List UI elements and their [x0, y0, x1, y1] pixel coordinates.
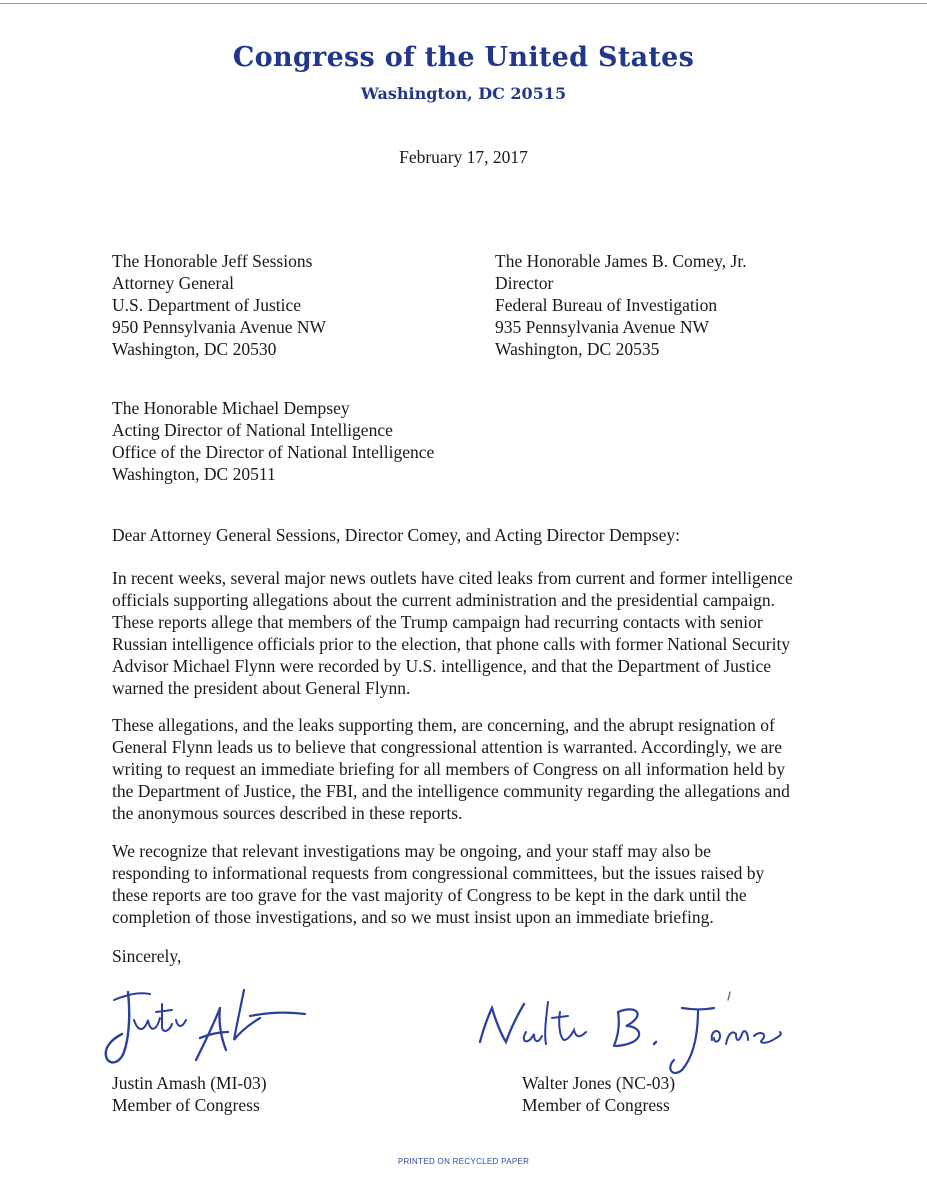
paragraph-line: These reports allege that members of the Trump campaign had recurring contacts with senior — [112, 612, 763, 632]
paragraph-line: officials supporting allegations about the current administration and the presidential campaign. — [112, 590, 776, 610]
address-line: Attorney General — [112, 273, 234, 293]
page-top-edge — [0, 3, 927, 4]
address-line: Federal Bureau of Investigation — [495, 295, 718, 315]
recipient-sessions-address — [112, 250, 326, 360]
paragraph-line: These allegations, and the leaks supporting them, are concerning, and the abrupt resignation of — [112, 715, 775, 735]
address-line: 950 Pennsylvania Avenue NW — [112, 317, 327, 337]
paragraph-line: Russian intelligence officials prior to the election, that phone calls with former National Security — [112, 634, 791, 654]
paragraph-line: We recognize that relevant investigations may be ongoing, and your staff may also be — [112, 841, 711, 861]
recycled-paper-footer: PRINTED ON RECYCLED PAPER — [397, 1157, 530, 1166]
letter-date: February 17, 2017 — [399, 147, 528, 167]
signature-jones — [468, 990, 788, 1080]
paragraph-line: these reports are too grave for the vast majority of Congress to be kept in the dark until the — [112, 885, 747, 905]
address-line: Washington, DC 20535 — [495, 339, 660, 359]
paragraph-line: warned the president about General Flynn. — [112, 678, 411, 698]
paragraph-line: completion of those investigations, and so we must insist upon an immediate briefing. — [112, 907, 714, 927]
signature-amash — [100, 980, 320, 1070]
paragraph-line: In recent weeks, several major news outlets have cited leaks from current and former intelligence — [112, 568, 793, 588]
closing: Sincerely, — [112, 946, 182, 966]
paragraph-line: the Department of Justice, the FBI, and the intelligence community regarding the allegations and — [112, 781, 790, 801]
address-line: The Honorable James B. Comey, Jr. — [495, 251, 747, 271]
paragraph-line: the anonymous sources described in these reports. — [112, 803, 463, 823]
signatory-title: Member of Congress — [522, 1095, 670, 1115]
signatory-name: Justin Amash (MI-03) — [112, 1073, 267, 1093]
address-line: U.S. Department of Justice — [112, 295, 302, 315]
address-line: The Honorable Jeff Sessions — [112, 251, 313, 271]
paragraph-line: responding to informational requests from congressional committees, but the issues raised by — [112, 863, 765, 883]
paragraph-line: General Flynn leads us to believe that congressional attention is warranted. Accordingly, we are — [112, 737, 782, 757]
signatory-amash — [112, 1072, 267, 1116]
paragraph-line: writing to request an immediate briefing for all members of Congress on all information held by — [112, 759, 786, 779]
address-line: Washington, DC 20530 — [112, 339, 277, 359]
signatory-title: Member of Congress — [112, 1095, 260, 1115]
body-paragraph-2 — [112, 714, 832, 824]
address-line: The Honorable Michael Dempsey — [112, 398, 350, 418]
address-line: Washington, DC 20511 — [112, 464, 276, 484]
address-line: Office of the Director of National Intelligence — [112, 442, 435, 462]
recipient-dempsey-address — [112, 397, 434, 485]
signatory-jones — [522, 1072, 675, 1116]
body-paragraph-1 — [112, 567, 832, 699]
letterhead-subtitle: Washington, DC 20515 — [360, 84, 567, 103]
paragraph-line: Advisor Michael Flynn were recorded by U.S. intelligence, and that the Department of Justice — [112, 656, 771, 676]
salutation: Dear Attorney General Sessions, Director Comey, and Acting Director Dempsey: — [112, 525, 680, 545]
address-line: 935 Pennsylvania Avenue NW — [495, 317, 710, 337]
signatory-name: Walter Jones (NC-03) — [522, 1073, 676, 1093]
body-paragraph-3 — [112, 840, 832, 928]
address-line: Director — [495, 273, 554, 293]
recipient-comey-address — [495, 250, 747, 360]
letterhead-title: Congress of the United States — [232, 42, 695, 73]
address-line: Acting Director of National Intelligence — [112, 420, 393, 440]
